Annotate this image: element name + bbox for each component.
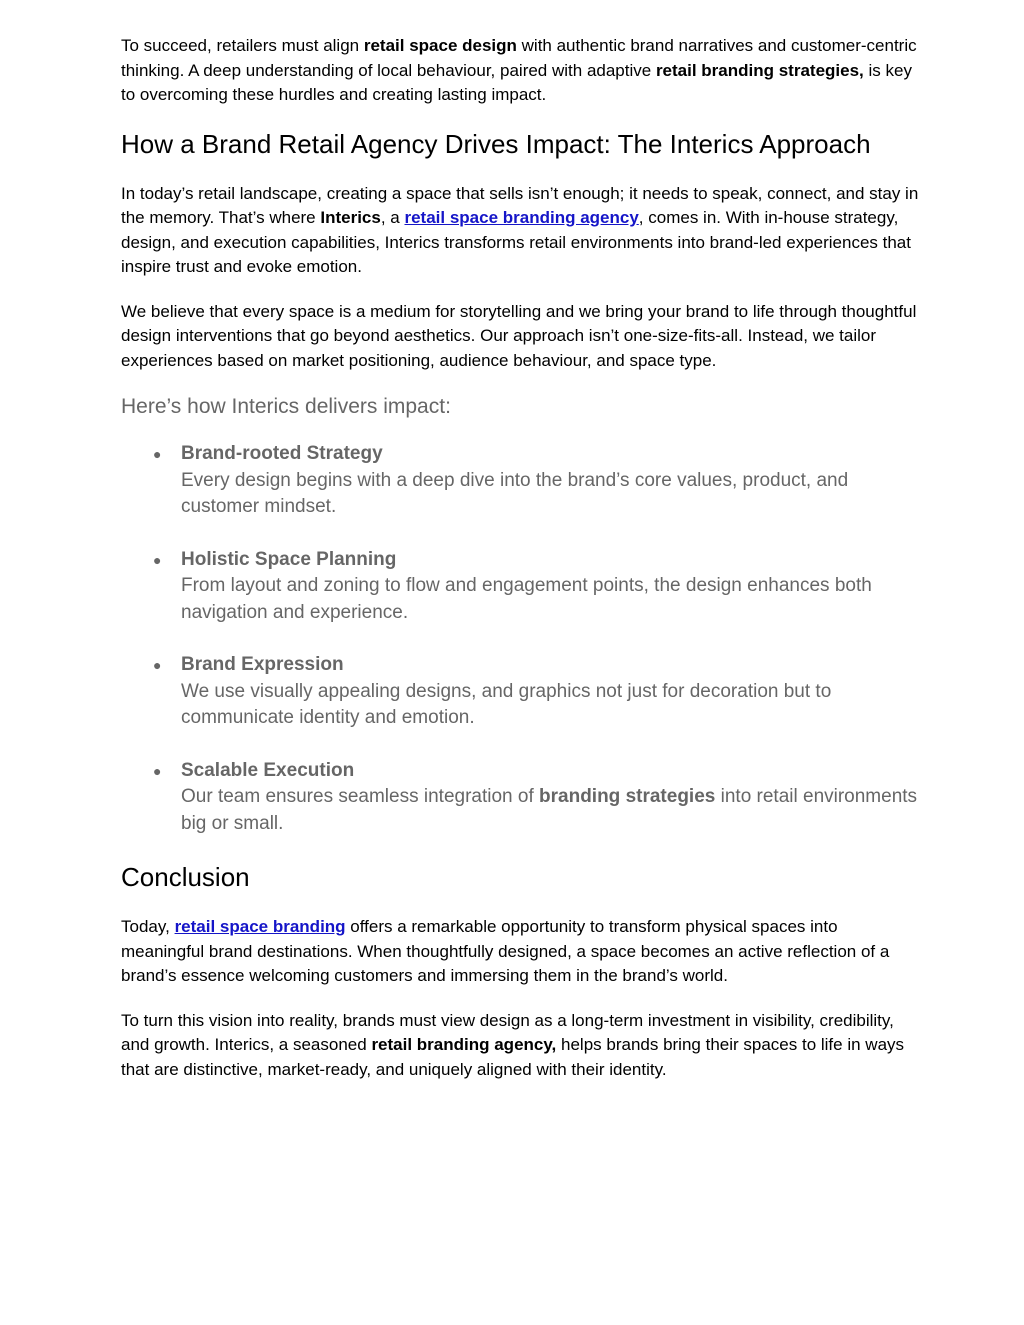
impact-item-strategy <box>121 441 921 521</box>
intro-text-3: is key to overcoming these hurdles and creating lasting impact. <box>121 60 912 104</box>
bullet-icon: ● <box>153 762 162 779</box>
impact-item-desc <box>181 784 921 837</box>
bullet-icon: ● <box>153 446 162 462</box>
approach-paragraph-2: We believe that every space is a medium for storytelling and we bring your brand to life through thoughtful design interventions that go beyond aesthetics. Our approach isn’t one-size-fits-all. Instead, we tailor experiences based on market positioning, audience behaviour, and space type. <box>121 301 917 370</box>
intro-paragraph <box>121 34 921 108</box>
document-content <box>121 34 921 1082</box>
conclusion-paragraph-2 <box>121 1009 921 1083</box>
conclusion-text-1: Today, <box>121 917 175 936</box>
impact-item-desc: We use visually appealing designs, and graphics not just for decoration but to communicate identity and emotion. <box>181 680 832 728</box>
conclusion-text-4: helps brands bring their spaces to life in ways that are distinctive, market-ready, and uniquely aligned with their identity. <box>121 1035 905 1079</box>
impact-item-desc: Every design begins with a deep dive into the brand’s core values, product, and customer mindset. <box>181 469 849 517</box>
intro-text-2: with authentic brand narratives and customer-centric thinking. A deep understanding of local behaviour, paired with adaptive <box>121 36 917 80</box>
execution-bold-branding-strategies: branding strategies <box>539 786 716 807</box>
approach-text-1: In today’s retail landscape, creating a space that sells isn’t enough; it needs to speak, connect, and stay in the memory. That’s where <box>121 183 919 227</box>
intro-bold-retail-branding-strategies: retail branding strategies, <box>655 60 864 80</box>
impact-subheading: Here’s how Interics delivers impact: <box>121 395 451 418</box>
section-heading-approach: How a Brand Retail Agency Drives Impact: The Interics Approach <box>121 128 871 159</box>
bullet-icon: ● <box>153 551 162 568</box>
impact-item-execution <box>121 758 921 838</box>
impact-item-title: Brand-rooted Strategy <box>181 443 383 464</box>
approach-bold-interics: Interics <box>320 208 381 227</box>
conclusion-text-3: To turn this vision into reality, brands must view design as a long-term investment in visibility, credibility, and growth. Interics, a seasoned <box>121 1010 894 1054</box>
intro-bold-retail-space-design: retail space design <box>363 36 517 55</box>
section-heading-conclusion: Conclusion <box>121 862 250 892</box>
impact-item-expression <box>121 652 921 732</box>
impact-item-title: Scalable Execution <box>181 759 355 781</box>
execution-text-1: Our team ensures seamless integration of <box>181 786 540 807</box>
intro-text-1: To succeed, retailers must align <box>121 36 364 55</box>
bullet-icon: ● <box>153 657 162 673</box>
conclusion-paragraph-1 <box>121 915 921 989</box>
conclusion-bold-retail-branding-agency: retail branding agency, <box>371 1035 557 1054</box>
execution-text-2: into retail environments big or small. <box>181 786 918 834</box>
impact-item-planning <box>121 547 921 627</box>
impact-list <box>121 441 921 837</box>
retail-space-branding-agency-link[interactable]: retail space branding agency <box>404 208 639 227</box>
conclusion-text-2: offers a remarkable opportunity to transform physical spaces into meaningful brand destinations. When thoughtfully designed, a space becomes an active reflection of a brand’s essence welcoming customers and immersing them in the brand’s world. <box>121 917 890 985</box>
impact-item-desc: From layout and zoning to flow and engagement points, the design enhances both navigation and experience. <box>181 575 872 623</box>
approach-paragraph-1 <box>121 182 921 280</box>
approach-text-2: , a <box>380 208 405 227</box>
impact-item-title: Holistic Space Planning <box>181 548 397 570</box>
impact-item-title: Brand Expression <box>181 654 344 675</box>
retail-space-branding-link[interactable]: retail space branding <box>174 917 346 936</box>
approach-text-3: , comes in. With in-house strategy, design, and execution capabilities, Interics transforms retail environments into brand-led experiences that inspire trust and evoke emotion. <box>121 208 911 276</box>
